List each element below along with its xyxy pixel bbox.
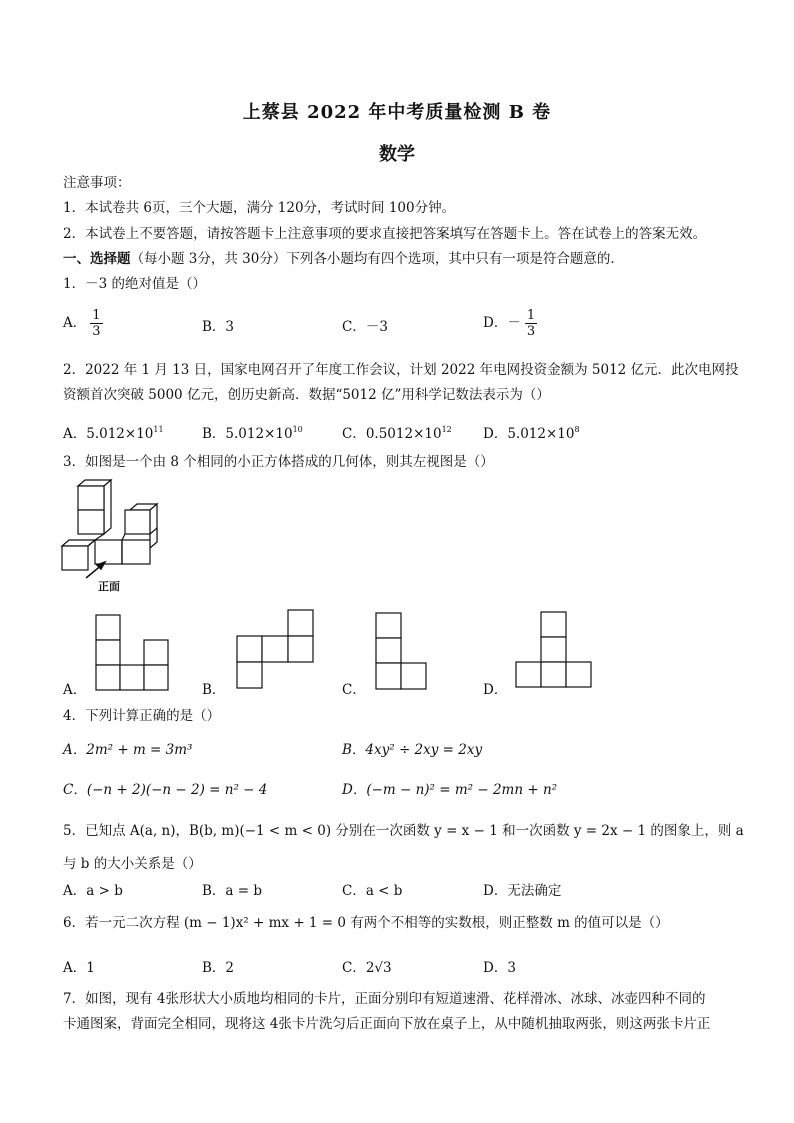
q5-option-b: B．a = b	[202, 883, 263, 899]
front-label: 正面	[98, 580, 120, 593]
q4-stem: 4．下列计算正确的是（）	[63, 708, 221, 724]
q2-b-text: B．5.012×10	[202, 426, 293, 442]
q1-a-label: A．	[63, 315, 87, 331]
q1-option-a	[63, 308, 103, 339]
q6-option-a: A．1	[63, 960, 95, 976]
note-2: 2．本试卷上不要答题，请按答题卡上注意事项的要求直接把答案填写在答题卡上。答在试卷上的答案无效。	[63, 226, 707, 242]
q2-option-c	[342, 421, 452, 443]
q1-d-numerator: 1	[526, 308, 536, 323]
q1-d-fraction	[525, 308, 537, 339]
q3-option-c-label: C．	[342, 682, 366, 698]
notes-heading: 注意事项：	[63, 175, 131, 191]
q2-a-exponent: 11	[153, 425, 164, 434]
q3-option-d-view	[515, 611, 592, 688]
q7-stem-line-2: 卡通图案，背面完全相同，现将这 4张卡片洗匀后正面向下放在桌子上，从中随机抽取两张，则这两张卡片正	[63, 1016, 711, 1032]
q2-stem-line-2: 资额首次突破 5000 亿元，创历史新高．数据“5012 亿”用科学记数法表示为（）	[63, 387, 550, 403]
q6-option-d: D．3	[483, 960, 516, 976]
q3-option-b-view	[236, 609, 314, 689]
q2-c-exponent: 12	[441, 425, 452, 434]
q3-option-c-view	[375, 612, 427, 690]
q3-solid-figure	[60, 478, 170, 593]
section-label: 一、选择题	[63, 251, 131, 267]
q5-stem-line-1: 5．已知点 A(a, n)，B(b, m)(−1 < m < 0) 分别在一次函数 y = x − 1 和一次函数 y = 2x − 1 的图象上，则 a	[63, 823, 744, 839]
section-description: （每小题 3分，共 30分）下列各小题均有四个选项，其中只有一项是符合题意的．	[130, 251, 624, 267]
q1-stem: 1．－3 的绝对值是（）	[63, 276, 206, 292]
section-heading	[63, 250, 624, 268]
q2-option-d	[483, 421, 580, 443]
subject-title: 数学	[379, 144, 415, 165]
q3-option-a-label: A．	[63, 682, 87, 698]
q4-option-d: D．(−m − n)² = m² − 2mn + n²	[342, 782, 558, 798]
q1-option-c: C．－3	[342, 319, 388, 335]
note-1: 1．本试卷共 6页，三个大题，满分 120分，考试时间 100分钟。	[63, 200, 456, 216]
q1-d-denominator: 3	[526, 324, 536, 339]
q5-option-d: D．无法确定	[483, 883, 562, 899]
q4-option-a: A．2m² + m = 3m³	[63, 742, 193, 758]
q2-stem-line-1: 2．2022 年 1 月 13 日，国家电网召开了年度工作会议，计划 2022 年电网投资金额为 5012 亿元．此次电网投	[63, 362, 739, 378]
q4-option-b: B．4xy² ÷ 2xy = 2xy	[342, 742, 483, 758]
q3-option-b-label: B．	[202, 682, 226, 698]
q3-option-a-view	[95, 614, 171, 691]
q2-d-text: D．5.012×10	[483, 426, 575, 442]
q6-option-c: C．2√3	[342, 960, 392, 976]
q7-stem-line-1: 7．如图，现有 4张形状大小质地均相同的卡片，正面分别印有短道速滑、花样滑冰、冰球、冰壶四种不同的	[63, 991, 706, 1007]
q2-option-b	[202, 421, 303, 443]
q2-d-exponent: 8	[574, 425, 580, 434]
q4-option-c: C．(−n + 2)(−n − 2) = n² − 4	[63, 782, 268, 798]
q2-c-text: C．0.5012×10	[342, 426, 442, 442]
q5-option-a: A．a > b	[63, 883, 123, 899]
q2-option-a	[63, 421, 164, 443]
q2-b-exponent: 10	[292, 425, 303, 434]
exam-title: 上蔡县 2022 年中考质量检测 B 卷	[242, 102, 552, 123]
q1-option-d	[483, 308, 537, 339]
q3-stem: 3．如图是一个由 8 个相同的小正方体搭成的几何体，则其左视图是（）	[63, 454, 494, 470]
q1-a-denominator: 3	[92, 324, 101, 339]
q1-d-label: D．－	[483, 315, 521, 331]
q5-stem-line-2: 与 b 的大小关系是（）	[63, 856, 202, 872]
q5-option-c: C．a < b	[342, 883, 403, 899]
q1-option-b: B．3	[202, 319, 235, 335]
q1-a-numerator: 1	[92, 308, 101, 323]
q2-a-text: A．5.012×10	[63, 426, 154, 442]
q6-stem: 6．若一元二次方程 (m − 1)x² + mx + 1 = 0 有两个不相等的实数根，则正整数 m 的值可以是（）	[63, 915, 669, 931]
q1-a-fraction	[90, 308, 102, 339]
q3-option-d-label: D．	[483, 682, 508, 698]
q6-option-b: B．2	[202, 960, 235, 976]
